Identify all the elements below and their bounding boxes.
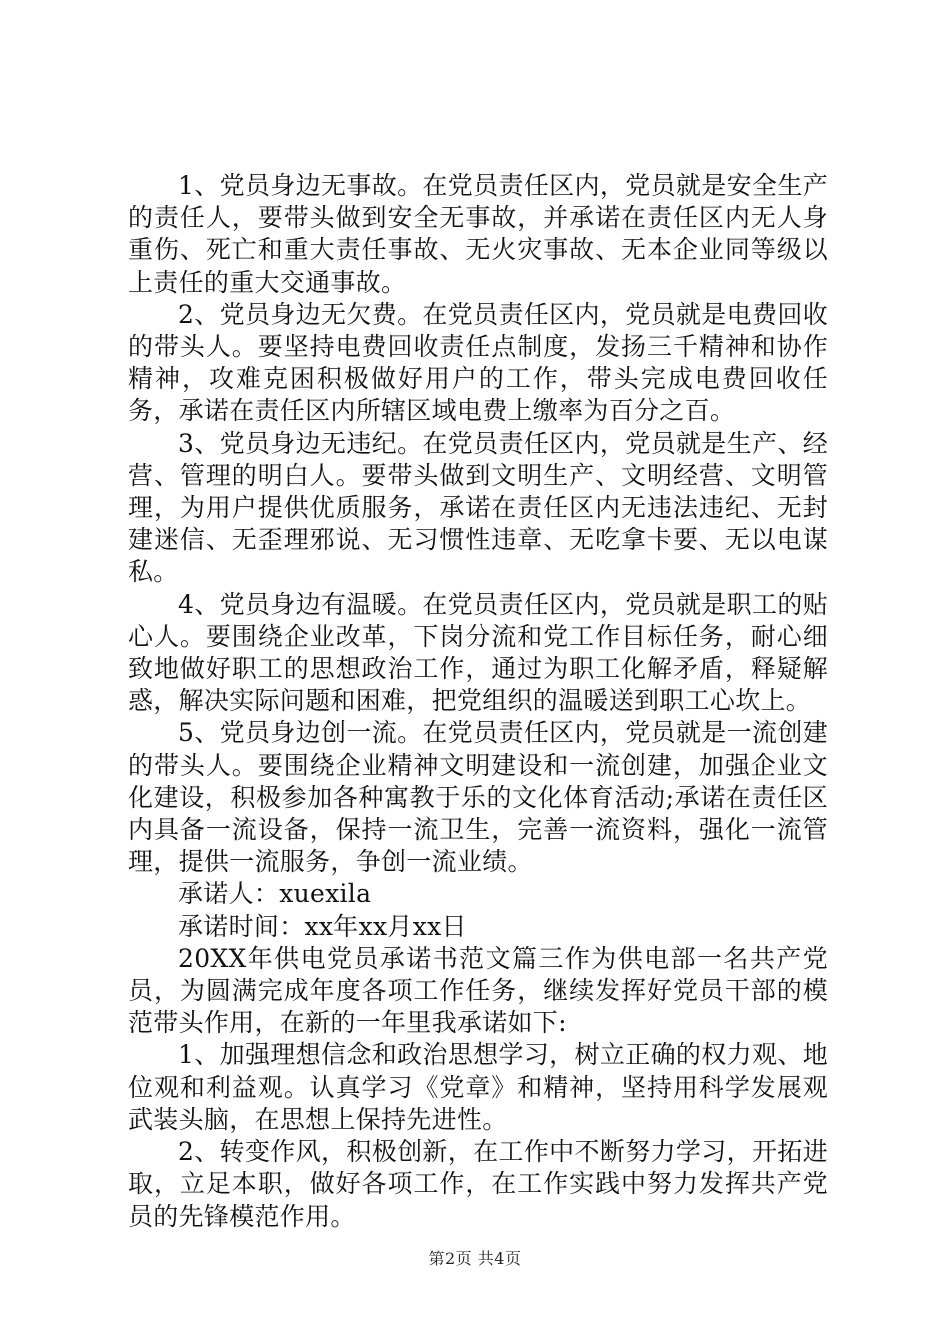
promisor-line: 承诺人：xuexila [178, 879, 372, 909]
paragraph-2: 2、党员身边无欠费。在党员责任区内，党员就是电费回收的带头人。要坚持电费回收责任点制度，发扬三千精神和协作精神，攻难克困积极做好用户的工作，带头完成电费回收任务，承诺在责任区内所辖区域电费上缴率为百分之百。 [128, 299, 828, 426]
document-body [128, 170, 828, 1233]
paragraph-section-three-intro: 20XX年供电党员承诺书范文篇三作为供电部一名共产党员，为圆满完成年度各项工作任务，继续发挥好党员干部的模范带头作用，在新的一年里我承诺如下: [128, 943, 828, 1038]
paragraph-commitment-1: 1、加强理想信念和政治思想学习，树立正确的权力观、地位观和利益观。认真学习《党章》和精神，坚持用科学发展观武装头脑，在思想上保持先进性。 [128, 1040, 828, 1134]
promise-date-line: 承诺时间：xx年xx月xx日 [178, 911, 467, 941]
page-number-footer: 第2页 共4页 [428, 1249, 522, 1268]
paragraph-commitment-2: 2、转变作风，积极创新，在工作中不断努力学习，开拓进取，立足本职，做好各项工作，在工作实践中努力发挥共产党员的先锋模范作用。 [128, 1137, 828, 1231]
paragraph-1: 1、党员身边无事故。在党员责任区内，党员就是安全生产的责任人，要带头做到安全无事故，并承诺在责任区内无人身重伤、死亡和重大责任事故、无火灾事故、无本企业同等级以上责任的重大交通事故。 [128, 171, 828, 297]
paragraph-4: 4、党员身边有温暖。在党员责任区内，党员就是职工的贴心人。要围绕企业改革，下岗分流和党工作目标任务，耐心细致地做好职工的思想政治工作，通过为职工化解矛盾，释疑解惑，解决实际问题和困难，把党组织的温暖送到职工心坎上。 [128, 589, 828, 716]
paragraph-3: 3、党员身边无违纪。在党员责任区内，党员就是生产、经营、管理的明白人。要带头做到文明生产、文明经营、文明管理，为用户提供优质服务，承诺在责任区内无违法违纪、无封建迷信、无歪理邪说、无习惯性违章、无吃拿卡要、无以电谋私。 [128, 428, 828, 587]
paragraph-5: 5、党员身边创一流。在党员责任区内，党员就是一流创建的带头人。要围绕企业精神文明建设和一流创建，加强企业文化建设，积极参加各种寓教于乐的文化体育活动;承诺在责任区内具备一流设备，保持一流卫生，完善一流资料，强化一流管理，提供一流服务，争创一流业绩。 [128, 718, 828, 877]
